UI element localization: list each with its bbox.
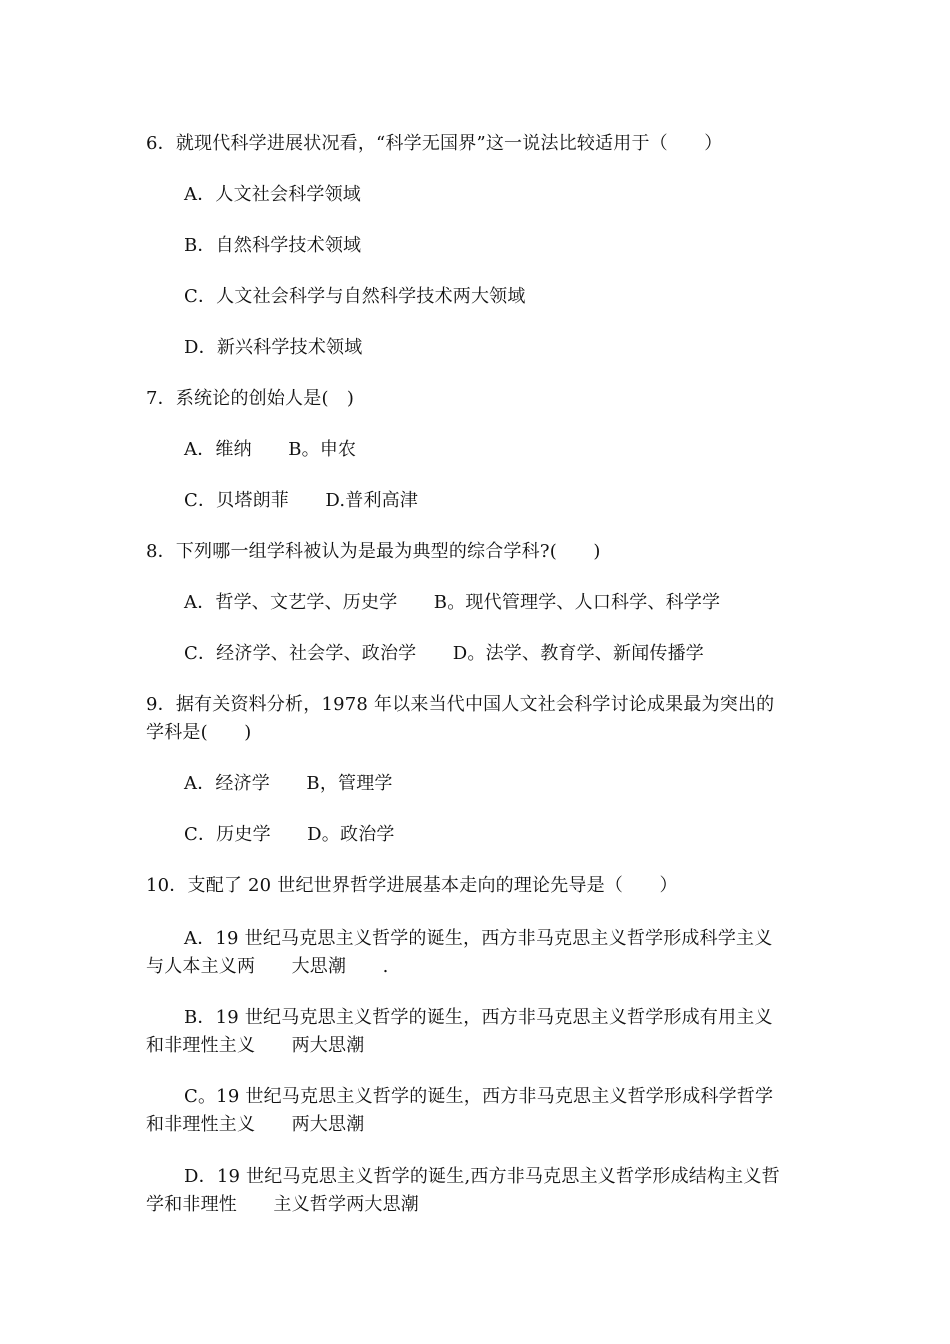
question-10-option-d-line2: 学和非理性 主义哲学两大思潮: [146, 1194, 419, 1215]
question-10-option-c-line2: 和非理性主义 两大思潮: [146, 1114, 365, 1135]
question-8-options-ab: A．哲学、文艺学、历史学 B。现代管理学、人口科学、科学学: [184, 592, 721, 613]
question-7-stem: 7．系统论的创始人是( ): [146, 388, 355, 409]
question-9-options-ab: A．经济学 B，管理学: [184, 773, 393, 794]
question-6-option-a: A．人文社会科学领域: [184, 184, 361, 205]
question-10-stem: 10．支配了 20 世纪世界哲学进展基本走向的理论先导是（ ）: [146, 875, 678, 896]
question-7-options-cd: C．贝塔朗菲 D.普利高津: [184, 490, 419, 511]
question-7-options-ab: A．维纳 B。申农: [184, 439, 357, 460]
question-10-option-d-line1: D．19 世纪马克思主义哲学的诞生,西方非马克思主义哲学形成结构主义哲: [184, 1166, 780, 1187]
question-6-option-d: D．新兴科学技术领域: [184, 337, 363, 358]
question-10-option-a-line1: A．19 世纪马克思主义哲学的诞生，西方非马克思主义哲学形成科学主义: [184, 928, 773, 949]
question-6-option-c: C．人文社会科学与自然科学技术两大领域: [184, 286, 526, 307]
question-10-option-a-line2: 与人本主义两 大思潮 .: [146, 956, 389, 977]
question-6-stem: 6．就现代科学进展状况看，“科学无国界”这一说法比较适用于（ ）: [146, 133, 723, 154]
question-6-option-b: B．自然科学技术领域: [184, 235, 362, 256]
question-8-options-cd: C．经济学、社会学、政治学 D。法学、教育学、新闻传播学: [184, 643, 705, 664]
question-10-option-b-line2: 和非理性主义 两大思潮: [146, 1035, 365, 1056]
question-10-option-c-line1: C。19 世纪马克思主义哲学的诞生，西方非马克思主义哲学形成科学哲学: [184, 1086, 774, 1107]
question-10-option-b-line1: B．19 世纪马克思主义哲学的诞生，西方非马克思主义哲学形成有用主义: [184, 1007, 773, 1028]
question-9-stem-line1: 9．据有关资料分析，1978 年以来当代中国人文社会科学讨论成果最为突出的: [146, 694, 775, 715]
question-8-stem: 8．下列哪一组学科被认为是最为典型的综合学科?( ): [146, 541, 601, 562]
question-9-options-cd: C．历史学 D。政治学: [184, 824, 395, 845]
question-9-stem-line2: 学科是( ): [146, 722, 252, 743]
